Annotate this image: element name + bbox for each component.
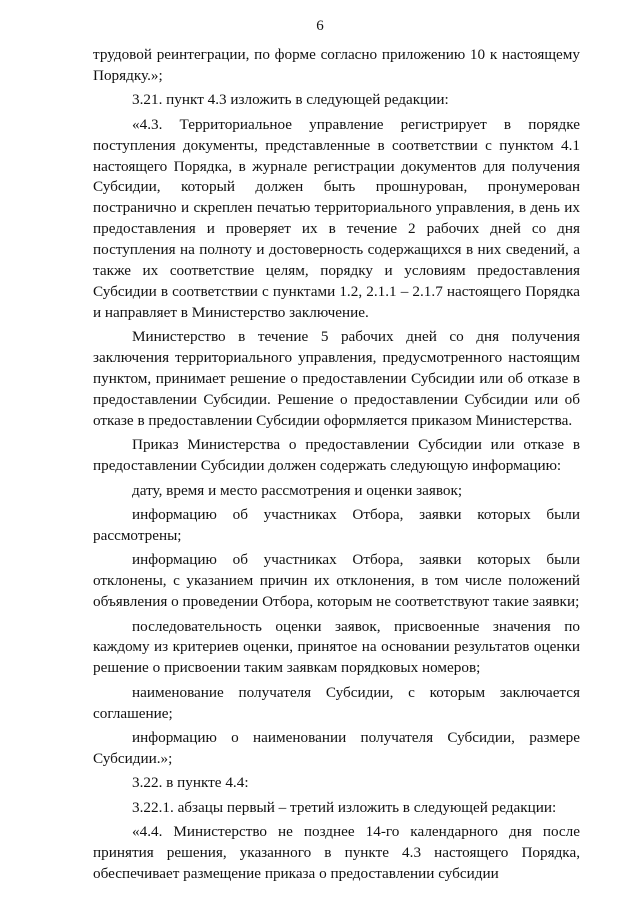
paragraph: наименование получателя Субсидии, с которым заключается соглашение; (93, 683, 580, 722)
paragraph: «4.4. Министерство не позднее 14-го календарного дня после принятия решения, указанного в пункте 4.3 настоящего Порядка, обеспечивает размещение приказа о предоставлении субсидии (93, 823, 580, 883)
paragraph: информацию об участниках Отбора, заявки которых были отклонены, с указанием причин их отклонения, в том числе положений объявления о проведении Отбора, которым не соответствуют такие заявки; (93, 551, 580, 611)
page-number: 6 (316, 18, 324, 34)
paragraph: 3.21. пункт 4.3 изложить в следующей редакции: (132, 91, 449, 109)
paragraph: трудовой реинтеграции, по форме согласно приложению 10 к настоящему Порядку.»; (93, 46, 580, 84)
paragraph: Министерство в течение 5 рабочих дней со дня получения заключения территориального управления, предусмотренного настоящим пунктом, принимает решение о предоставлении Субсидии или об отказе в предоставлении Субсидии. Решение о предоставлении Субсидии или об отказе в предоставлении Субсидии оформляется приказом Министерства. (93, 328, 580, 429)
paragraph: Приказ Министерства о предоставлении Субсидии или отказе в предоставлении Субсидии должен содержать следующую информацию: (93, 436, 580, 475)
paragraph: 3.22.1. абзацы первый – третий изложить в следующей редакции: (132, 798, 557, 816)
paragraph: дату, время и место рассмотрения и оценки заявок; (132, 481, 463, 499)
paragraph: 3.22. в пункте 4.4: (132, 774, 249, 792)
paragraph: информацию о наименовании получателя Субсидии, размере Субсидии.»; (93, 729, 580, 767)
paragraph: информацию об участниках Отбора, заявки которых были рассмотрены; (93, 506, 580, 544)
paragraph: «4.3. Территориальное управление регистрирует в порядке поступления документы, представленные в соответствии с пунктом 4.1 настоящего Порядка, в журнале регистрации документов для получения Субсидии, который должен быть прошнурован, пронумерован постранично и скреплен печатью территориального управления, в день их предоставления и проверяет их в течение 2 рабочих дней со дня поступления на полноту и достоверность содержащихся в них сведений, а также их соответствие целям, порядку и условиям предоставления Субсидии в соответствии с пунктами 1.2, 2.1.1 – 2.1.7 настоящего Порядка и направляет в Министерство заключение. (93, 115, 580, 321)
paragraph: последовательность оценки заявок, присвоенные значения по каждому из критериев оценки, принятое на основании результатов оценки решение о присвоении таким заявкам порядковых номеров; (93, 617, 580, 677)
document-body (93, 45, 580, 888)
